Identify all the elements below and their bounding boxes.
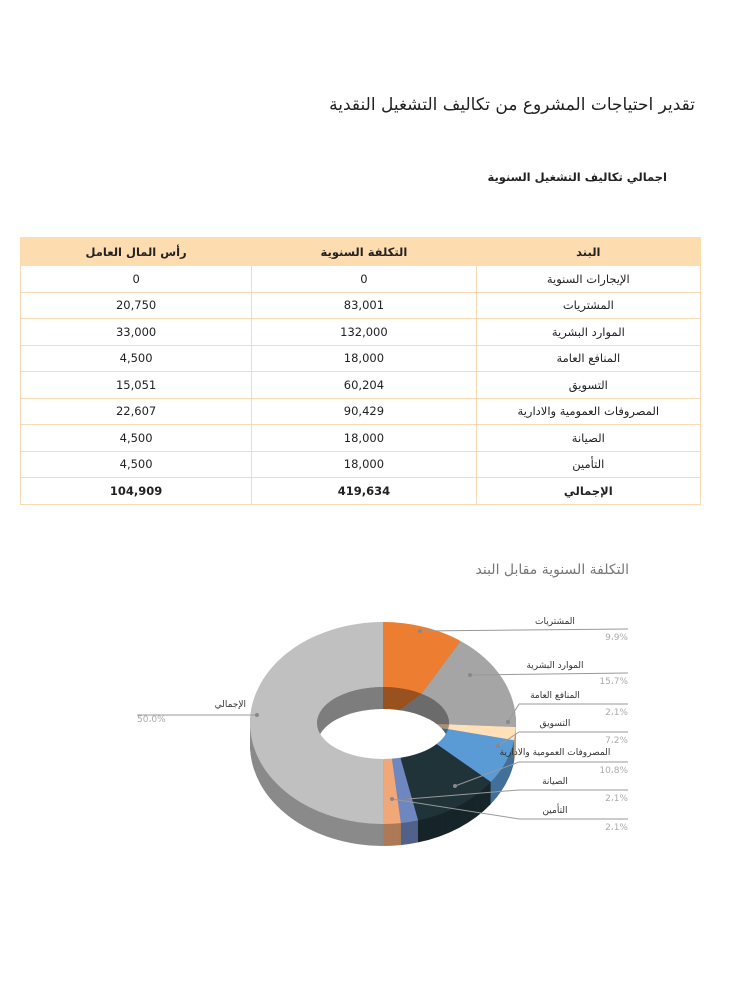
page-title: تقدير احتياجات المشروع من تكاليف التشغيل النقدية [329,95,695,115]
cell-working-capital: 20,750 [21,292,252,319]
leader-dot [418,629,422,633]
cell-item: التأمين [476,451,700,478]
slice-label: المصروفات العمومية والادارية [499,748,611,758]
slice-percent: 50،0% [137,715,166,725]
cell-working-capital: 22,607 [21,398,252,425]
cell-working-capital: 4,500 [21,425,252,452]
slice-percent: 10،8% [599,766,628,776]
cell-item: المشتريات [476,292,700,319]
slice-percent: 2،1% [605,708,628,718]
total-label: الإجمالي [476,478,700,505]
cell-annual-cost: 90,429 [252,398,476,425]
section-subtitle: اجمالي تكاليف التشغيل السنوية [487,170,667,184]
slice-percent: 7،2% [605,736,628,746]
cell-working-capital: 33,000 [21,319,252,346]
slice-label: التأمين [542,806,568,816]
slice-label: الموارد البشرية [526,661,584,671]
header-working-capital: رأس المال العامل [21,238,252,266]
leader-line [420,629,628,631]
cell-annual-cost: 60,204 [252,372,476,399]
cell-annual-cost: 18,000 [252,451,476,478]
cell-item: المصروفات العمومية والادارية [476,398,700,425]
cell-working-capital: 4,500 [21,451,252,478]
leader-dot [255,713,259,717]
cell-working-capital: 15,051 [21,372,252,399]
cell-annual-cost: 132,000 [252,319,476,346]
total-annual-cost: 419,634 [252,478,476,505]
leader-dot [406,797,410,801]
cell-working-capital: 0 [21,266,252,293]
leader-dot [506,720,510,724]
cell-working-capital: 4,500 [21,345,252,372]
leader-dot [390,797,394,801]
slice-percent: 9،9% [605,633,628,643]
cell-item: الموارد البشرية [476,319,700,346]
slice-percent: 2،1% [605,823,628,833]
cell-item: الصيانة [476,425,700,452]
slice-label: الصيانة [542,777,568,787]
cell-item: المنافع العامة [476,345,700,372]
slice-label: المنافع العامة [530,691,580,701]
header-annual-cost: التكلفة السنوية [252,238,476,266]
slice-percent: 2،1% [605,794,628,804]
cell-annual-cost: 18,000 [252,345,476,372]
total-working-capital: 104,909 [21,478,252,505]
cell-annual-cost: 0 [252,266,476,293]
cell-item: التسويق [476,372,700,399]
chart-title: التكلفة السنوية مقابل البند [475,562,629,578]
slice-label: الإجمالي [214,700,246,710]
leader-dot [468,673,472,677]
cell-item: الإيجارات السنوية [476,266,700,293]
header-item: البند [476,238,700,266]
slice-label: التسويق [539,719,571,729]
leader-dot [453,784,457,788]
cell-annual-cost: 83,001 [252,292,476,319]
slice-label: المشتريات [535,617,575,627]
slice-percent: 15،7% [599,677,628,687]
cell-annual-cost: 18,000 [252,425,476,452]
